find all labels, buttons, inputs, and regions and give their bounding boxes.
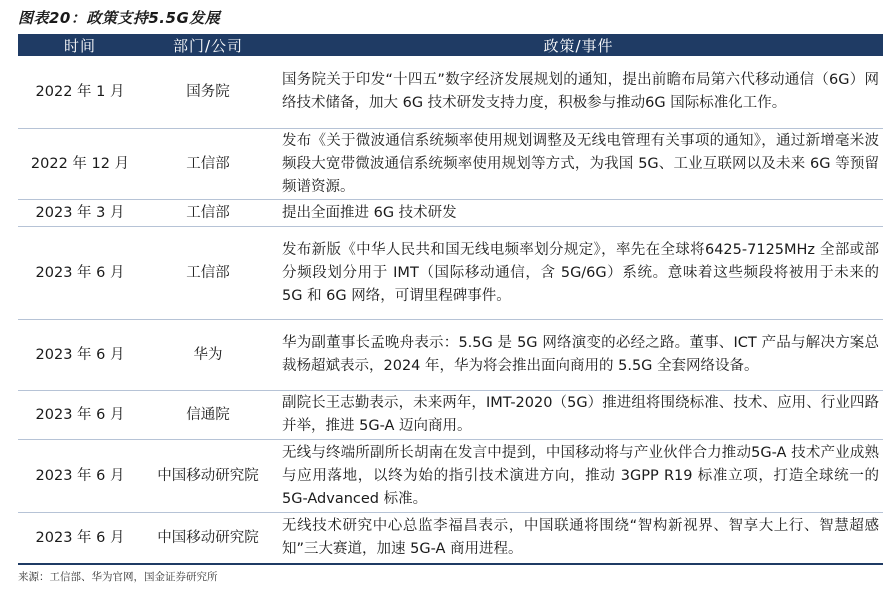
- cell-event: 提出全面推进 6G 技术研发: [274, 200, 883, 227]
- figure-title: 图表20：政策支持5.5G发展: [18, 9, 221, 27]
- header-time: 时间: [18, 34, 142, 56]
- cell-time: 2023 年 6 月: [18, 320, 142, 391]
- cell-time: 2023 年 6 月: [18, 227, 142, 320]
- table-row: [18, 440, 883, 513]
- cell-time: 2023 年 6 月: [18, 440, 142, 513]
- cell-event: 副院长王志勤表示，未来两年，IMT-2020（5G）推进组将围绕标准、技术、应用、行业四路并举，推进 5G-A 迈向商用。: [274, 391, 883, 440]
- cell-dept: 工信部: [142, 200, 274, 227]
- cell-event: 发布《关于微波通信系统频率使用规划调整及无线电管理有关事项的通知》，通过新增毫米波频段大宽带微波通信系统频率使用规划等方式，为我国 5G、工业互联网以及未来 6G 等预留频谱资源。: [274, 129, 883, 200]
- table-row: [18, 56, 883, 129]
- cell-time: 2022 年 12 月: [18, 129, 142, 200]
- cell-event: 无线与终端所副所长胡南在发言中提到，中国移动将与产业伙伴合力推动5G-A 技术产业成熟与应用落地，以终为始的指引技术演进方向，推动 3GPP R19 标准立项，打造全球统一的 5G-Advanced 标准。: [274, 440, 883, 513]
- cell-dept: 工信部: [142, 227, 274, 320]
- header-dept: 部门/公司: [142, 34, 274, 56]
- source-note: 来源：工信部、华为官网，国金证券研究所: [18, 571, 218, 583]
- cell-dept: 国务院: [142, 56, 274, 129]
- cell-dept: 中国移动研究院: [142, 440, 274, 513]
- cell-event: 发布新版《中华人民共和国无线电频率划分规定》，率先在全球将6425-7125MHz 全部或部分频段划分用于 IMT（国际移动通信，含 5G/6G）系统。意味着这些频段将被用于未来的 5G 和 6G 网络，可谓里程碑事件。: [274, 227, 883, 320]
- cell-time: 2023 年 3 月: [18, 200, 142, 227]
- table-header-row: [18, 34, 883, 56]
- table-row: [18, 391, 883, 440]
- table-row: [18, 513, 883, 565]
- cell-dept: 信通院: [142, 391, 274, 440]
- cell-time: 2022 年 1 月: [18, 56, 142, 129]
- cell-dept: 中国移动研究院: [142, 513, 274, 565]
- header-event: 政策/事件: [274, 34, 883, 56]
- cell-event: 华为副董事长孟晚舟表示：5.5G 是 5G 网络演变的必经之路。董事、ICT 产品与解决方案总裁杨超斌表示，2024 年，华为将会推出面向商用的 5.5G 全套网络设备。: [274, 320, 883, 391]
- cell-time: 2023 年 6 月: [18, 391, 142, 440]
- policy-table: [18, 34, 883, 565]
- cell-event: 无线技术研究中心总监李福昌表示，中国联通将围绕“智构新视界、智享大上行、智慧超感知”三大赛道，加速 5G-A 商用进程。: [274, 513, 883, 565]
- table-row: [18, 200, 883, 227]
- cell-time: 2023 年 6 月: [18, 513, 142, 565]
- table-row: [18, 227, 883, 320]
- cell-dept: 华为: [142, 320, 274, 391]
- table-row: [18, 129, 883, 200]
- cell-dept: 工信部: [142, 129, 274, 200]
- table-row: [18, 320, 883, 391]
- cell-event: 国务院关于印发“十四五”数字经济发展规划的通知，提出前瞻布局第六代移动通信（6G）网络技术储备，加大 6G 技术研发支持力度，积极参与推动6G 国际标准化工作。: [274, 56, 883, 129]
